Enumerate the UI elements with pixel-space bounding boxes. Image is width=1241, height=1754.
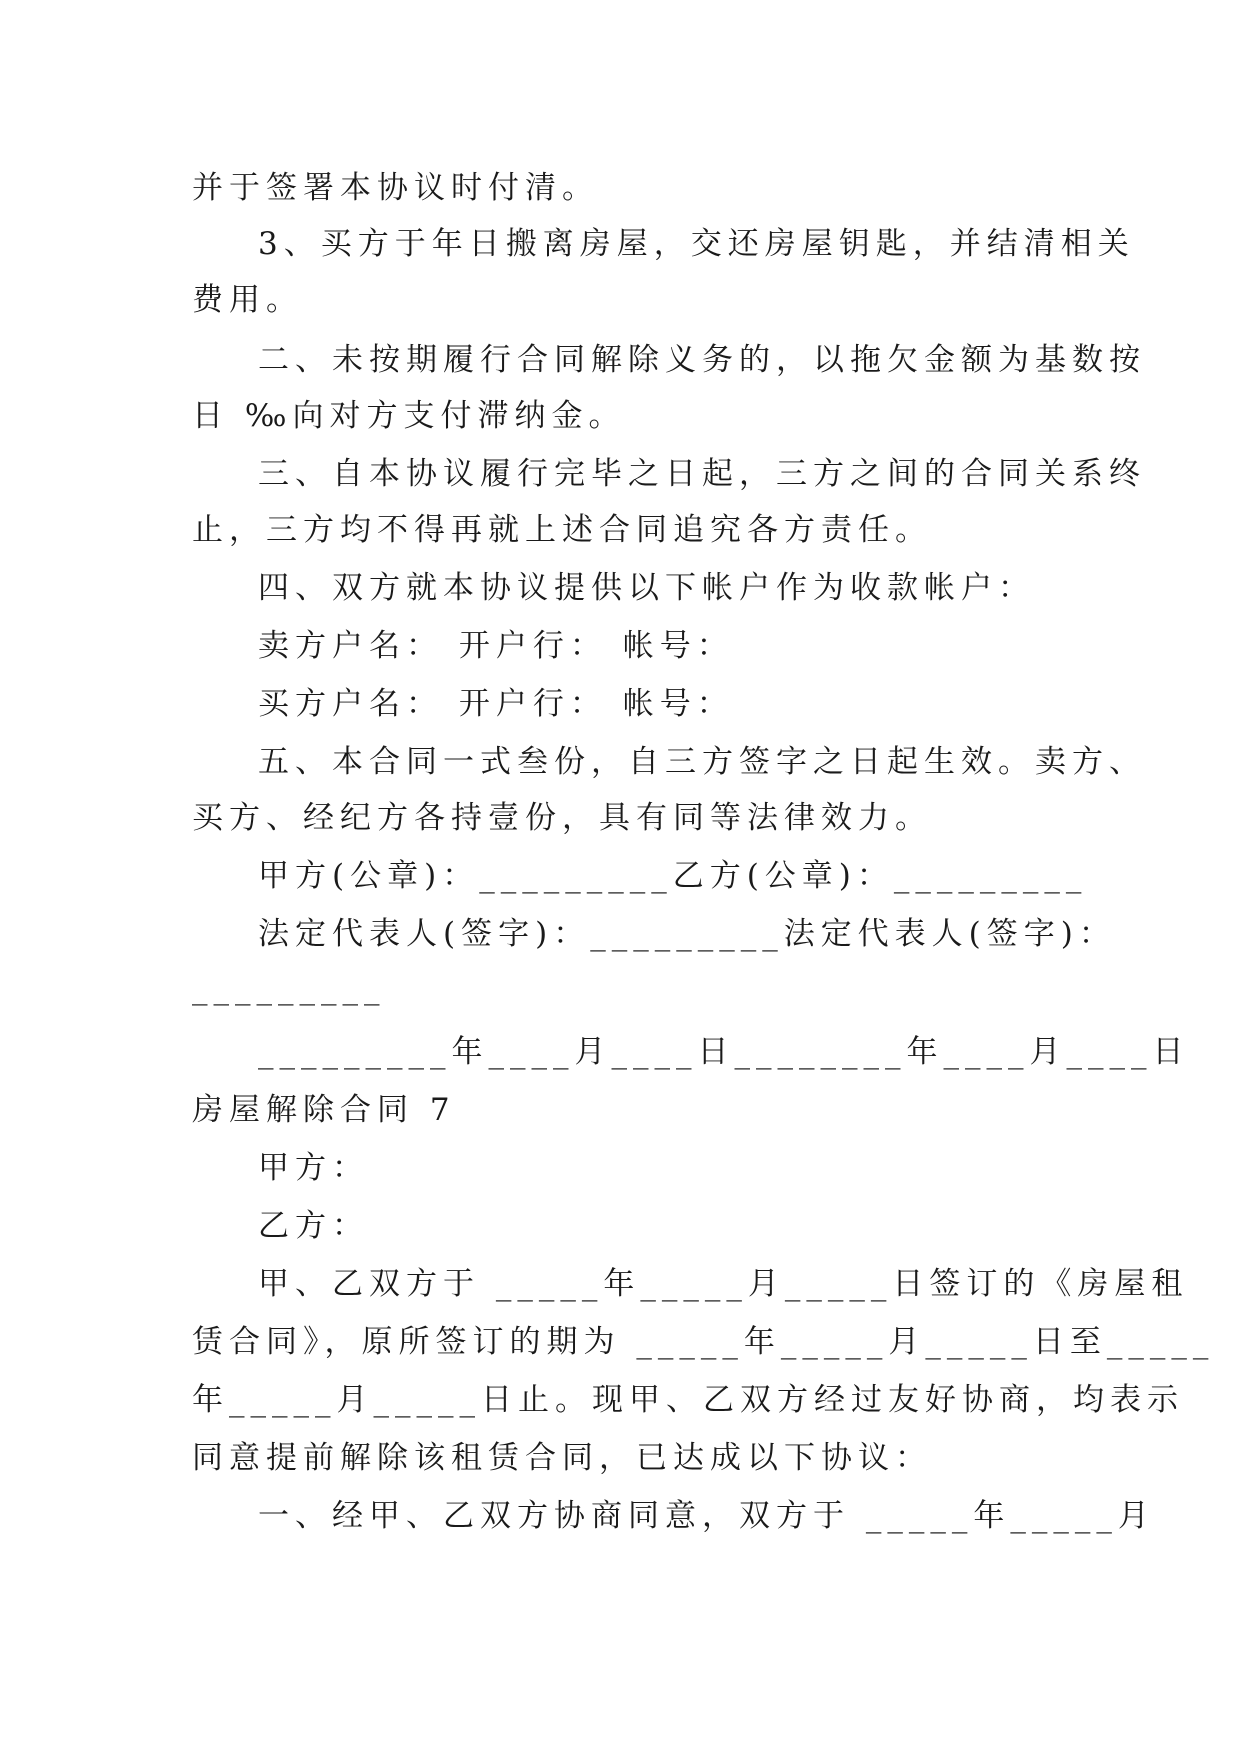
signature-line: 法定代表人(签字)：_________法定代表人(签字)： [258, 916, 1116, 952]
party-b-line: 乙方： [258, 1208, 369, 1244]
paragraph-line: 费用。 [192, 282, 303, 318]
paragraph-line: 赁合同》，原所签订的期为 _____年_____月_____日至_____ [192, 1324, 1215, 1360]
section-title: 房屋解除合同 7 [192, 1092, 456, 1128]
seal-line: 甲方(公章)：_________乙方(公章)：_________ [258, 858, 1088, 894]
paragraph-line: 三、自本协议履行完毕之日起，三方之间的合同关系终 [258, 456, 1146, 492]
signature-blank: _________ [192, 970, 386, 1006]
date-line: _________年____月____日________年____月____日 [258, 1034, 1190, 1070]
paragraph-line: 买方、经纪方各持壹份，具有同等法律效力。 [192, 800, 932, 836]
paragraph-line: 五、本合同一式叁份，自三方签字之日起生效。卖方、 [258, 744, 1146, 780]
paragraph-line: 同意提前解除该租赁合同，已达成以下协议： [192, 1440, 932, 1476]
paragraph-line: 3、买方于年日搬离房屋，交还房屋钥匙，并结清相关 [258, 226, 1135, 262]
party-a-line: 甲方： [258, 1150, 369, 1186]
paragraph-line: 四、双方就本协议提供以下帐户作为收款帐户： [258, 570, 1035, 606]
buyer-account-line: 买方户名： 开户行： 帐号： [258, 686, 734, 722]
paragraph-line: 止，三方均不得再就上述合同追究各方责任。 [192, 512, 932, 548]
seller-account-line: 卖方户名： 开户行： 帐号： [258, 628, 734, 664]
paragraph-line: 二、未按期履行合同解除义务的，以拖欠金额为基数按 [258, 342, 1146, 378]
paragraph-line: 年_____月_____日止。现甲、乙双方经过友好协商，均表示 [192, 1382, 1184, 1418]
paragraph-line: 甲、乙双方于 _____年_____月_____日签订的《房屋租 [258, 1266, 1189, 1302]
paragraph-line: 并于签署本协议时付清。 [192, 170, 599, 206]
paragraph-line: 日 ‰向对方支付滞纳金。 [192, 398, 626, 434]
paragraph-line: 一、经甲、乙双方协商同意，双方于 _____年_____月 [258, 1498, 1155, 1534]
